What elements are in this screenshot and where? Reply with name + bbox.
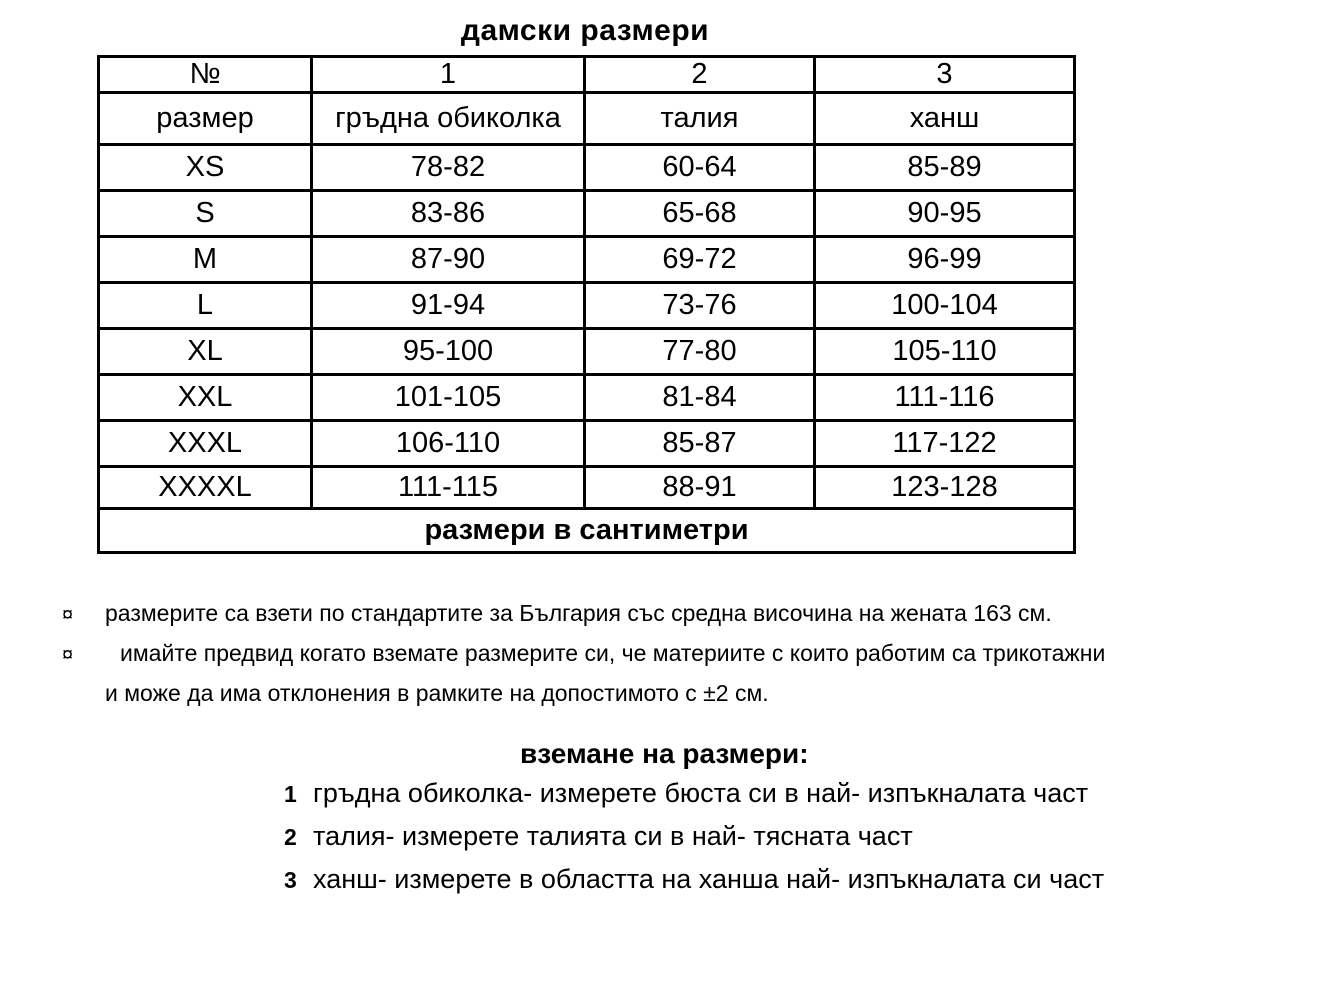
size-cell: XXXXL (99, 467, 312, 509)
header-cell-3: 3 (815, 57, 1075, 93)
item-number: 1 (284, 781, 297, 807)
hips-cell: 105-110 (815, 329, 1075, 375)
table-row-xl (99, 329, 1075, 375)
size-cell: M (99, 237, 312, 283)
bust-cell: 83-86 (312, 191, 585, 237)
item-text: талия- измерете талията си в най- тясната част (313, 821, 913, 851)
waist-cell: 65-68 (585, 191, 815, 237)
hips-cell: 100-104 (815, 283, 1075, 329)
size-cell: XXXL (99, 421, 312, 467)
table-row-xxl (99, 375, 1075, 421)
waist-cell: 85-87 (585, 421, 815, 467)
hips-cell: 117-122 (815, 421, 1075, 467)
measuring-instructions (284, 778, 1104, 907)
item-text: ханш- измерете в областта на ханша най- изпъкналата си част (313, 864, 1105, 894)
table-label-row (99, 93, 1075, 145)
hips-cell: 85-89 (815, 145, 1075, 191)
bust-cell: 87-90 (312, 237, 585, 283)
bust-cell: 91-94 (312, 283, 585, 329)
list-item-hips (284, 864, 1104, 907)
label-cell-bust: гръдна обиколка (312, 93, 585, 145)
waist-cell: 69-72 (585, 237, 815, 283)
table-footer-row (99, 509, 1075, 553)
size-cell: XL (99, 329, 312, 375)
header-cell-number: № (99, 57, 312, 93)
list-item-waist (284, 821, 1104, 864)
waist-cell: 81-84 (585, 375, 815, 421)
table-row-xxxl (99, 421, 1075, 467)
note-item-standards (62, 594, 1272, 634)
table-row-xxxxl (99, 467, 1075, 509)
units-note: размери в сантиметри (99, 509, 1075, 553)
womens-size-table (97, 55, 1076, 554)
bust-cell: 106-110 (312, 421, 585, 467)
hips-cell: 90-95 (815, 191, 1075, 237)
table-row-s (99, 191, 1075, 237)
item-number: 3 (284, 867, 297, 893)
label-cell-waist: талия (585, 93, 815, 145)
note-text: имайте предвид когато вземате размерите си, че материите с които работим са трикотажни (120, 640, 1106, 666)
page-title: дамски размери (460, 14, 710, 47)
waist-cell: 73-76 (585, 283, 815, 329)
label-cell-hips: ханш (815, 93, 1075, 145)
header-cell-2: 2 (585, 57, 815, 93)
bust-cell: 111-115 (312, 467, 585, 509)
waist-cell: 77-80 (585, 329, 815, 375)
size-cell: XS (99, 145, 312, 191)
waist-cell: 88-91 (585, 467, 815, 509)
note-item-tolerance-continued (62, 674, 1272, 712)
table-row-l (99, 283, 1075, 329)
bust-cell: 95-100 (312, 329, 585, 375)
header-cell-1: 1 (312, 57, 585, 93)
label-cell-size: размер (99, 93, 312, 145)
table-row-m (99, 237, 1075, 283)
currency-bullet-icon: ¤ (62, 644, 74, 666)
hips-cell: 111-116 (815, 375, 1075, 421)
list-item-bust (284, 778, 1104, 821)
hips-cell: 96-99 (815, 237, 1075, 283)
note-item-tolerance (62, 634, 1272, 674)
table-row-xs (99, 145, 1075, 191)
notes-section (62, 594, 1272, 712)
bust-cell: 78-82 (312, 145, 585, 191)
size-cell: L (99, 283, 312, 329)
currency-bullet-icon: ¤ (62, 604, 74, 626)
table-header-row (99, 57, 1075, 93)
size-cell: S (99, 191, 312, 237)
size-cell: XXL (99, 375, 312, 421)
note-text: размерите са взети по стандартите за България със средна височина на жената 163 см. (105, 600, 1052, 626)
item-text: гръдна обиколка- измерете бюста си в най- изпъкналата част (313, 778, 1089, 808)
measuring-heading: вземане на размери: (520, 738, 809, 769)
item-number: 2 (284, 824, 297, 850)
hips-cell: 123-128 (815, 467, 1075, 509)
bust-cell: 101-105 (312, 375, 585, 421)
waist-cell: 60-64 (585, 145, 815, 191)
note-text: и може да има отклонения в рамките на допостимото с ±2 см. (105, 680, 769, 706)
